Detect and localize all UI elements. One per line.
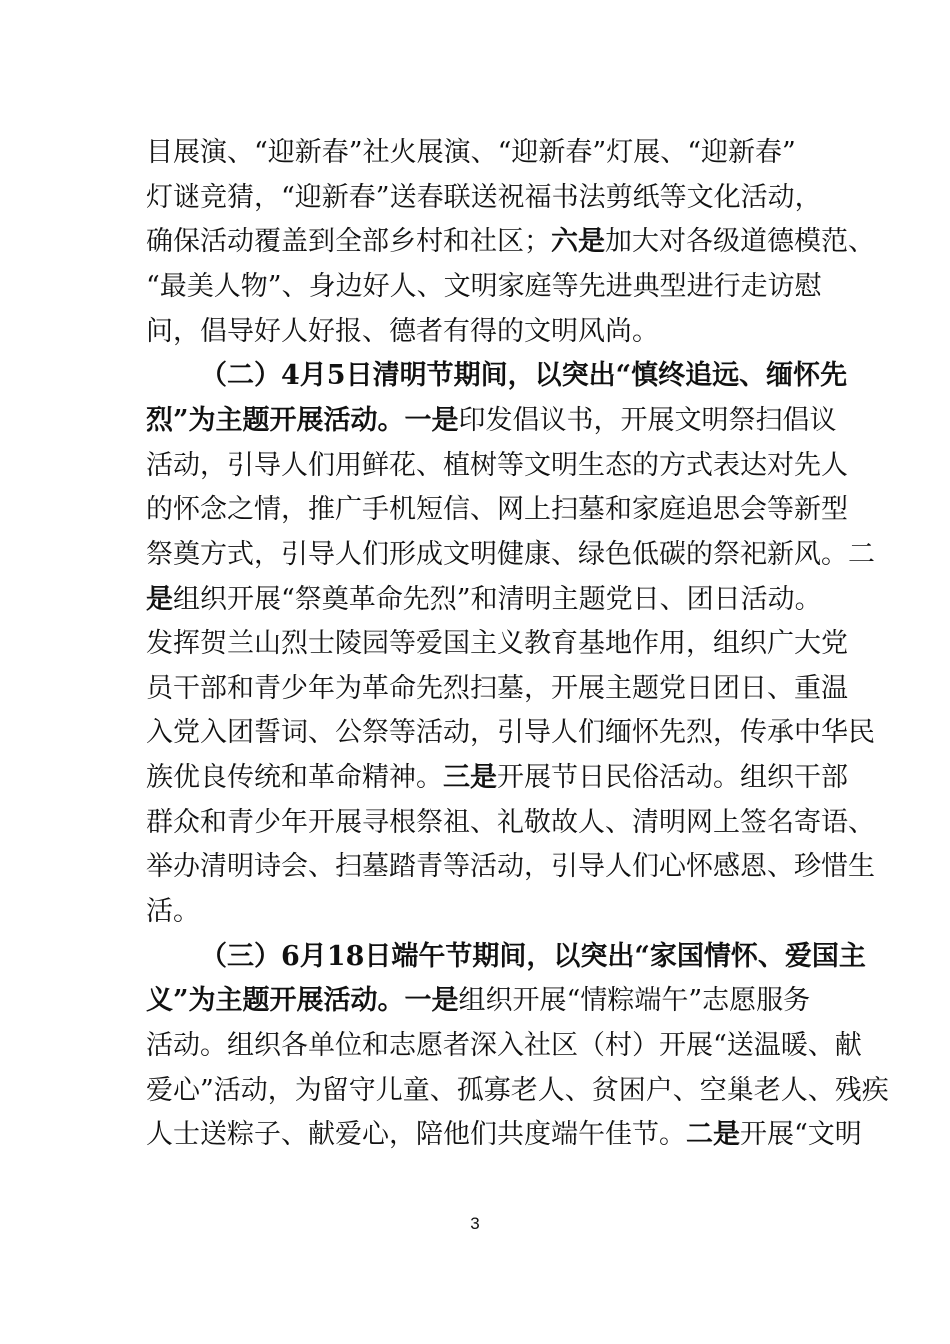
text-line (146, 488, 848, 532)
text-segment: “最美人物”、身边好人、文明家庭等先进典型进行走访慰 (146, 271, 822, 302)
text-segment: 活动，引导人们用鲜花、植树等文明生态的方式表达对先人 (146, 450, 848, 481)
text-segment: 目展演、“迎新春”社火展演、“迎新春”灯展、“迎新春” (146, 137, 796, 168)
bold-text-segment: 是 (146, 584, 173, 615)
text-line (146, 1113, 862, 1157)
text-segment: 活动。组织各单位和志愿者深入社区（村）开展“送温暖、献 (146, 1030, 862, 1061)
text-line (146, 890, 814, 934)
text-segment: 问，倡导好人好报、德者有得的文明风尚。 (146, 316, 659, 347)
text-line (146, 131, 814, 175)
text-segment: 群众和青少年开展寻根祭祖、礼敬故人、清明网上签名寄语、 (146, 807, 875, 838)
bold-text-segment: 一是 (404, 405, 459, 436)
text-segment: 确保活动覆盖到全部乡村和社区； (146, 226, 551, 257)
text-line (146, 533, 875, 577)
text-segment: 祭奠方式，引导人们形成文明健康、绿色低碳的祭祀新风。二 (146, 539, 875, 570)
text-segment: 发挥贺兰山烈士陵园等爱国主义教育基地作用，组织广大党 (146, 628, 848, 659)
bold-text-segment: 三是 (443, 762, 497, 793)
text-line (146, 711, 875, 755)
text-segment: 族优良传统和革命精神。 (146, 762, 443, 793)
text-line (146, 265, 822, 309)
text-line (146, 756, 848, 800)
text-segment: 灯谜竞猜，“迎新春”送春联送祝福书法剪纸等文化活动， (146, 182, 822, 213)
text-segment: 加大对各级道德模范、 (605, 226, 875, 257)
text-segment: 开展“文明 (740, 1119, 862, 1150)
page-number: 3 (470, 1214, 480, 1233)
text-line (146, 1069, 889, 1113)
text-segment: 爱心”活动，为留守儿童、孤寡老人、贫困户、空巢老人、残疾 (146, 1075, 889, 1106)
text-line (146, 622, 848, 666)
text-line (146, 845, 875, 889)
bold-text-segment: 义”为主题开展活动。 (146, 985, 405, 1016)
text-segment: 的怀念之情，推广手机短信、网上扫墓和家庭追思会等新型 (146, 494, 848, 525)
text-line (146, 444, 848, 488)
bold-text-segment: （二）4月5日清明节期间，以突出“慎终追远、缅怀先 (200, 360, 848, 391)
bold-text-segment: 二是 (686, 1119, 740, 1150)
text-segment: 人士送粽子、献爱心，陪他们共度端午佳节。 (146, 1119, 686, 1150)
text-segment: 开展节日民俗活动。组织干部 (497, 762, 848, 793)
text-line (146, 801, 875, 845)
text-segment: 印发倡议书，开展文明祭扫倡议 (458, 405, 837, 436)
text-segment: 组织开展“情粽端午”志愿服务 (458, 985, 811, 1016)
text-line (200, 354, 848, 398)
text-line (200, 935, 866, 979)
bold-text-segment: 烈”为主题开展活动。 (146, 405, 405, 436)
text-line (146, 667, 848, 711)
text-line (146, 399, 837, 443)
bold-text-segment: 一是 (404, 985, 459, 1016)
text-line (146, 979, 814, 1023)
text-segment: 组织开展“祭奠革命先烈”和清明主题党日、团日活动。 (173, 584, 822, 615)
text-segment: 举办清明诗会、扫墓踏青等活动，引导人们心怀感恩、珍惜生 (146, 851, 875, 882)
text-segment: 入党入团誓词、公祭等活动，引导人们缅怀先烈，传承中华民 (146, 717, 875, 748)
text-line (146, 310, 814, 354)
text-line (146, 176, 822, 220)
bold-text-segment: （三）6月18日端午节期间，以突出“家国情怀、爱国主 (200, 941, 866, 972)
text-line (146, 578, 822, 622)
text-line (146, 1024, 862, 1068)
text-segment: 员干部和青少年为革命先烈扫墓，开展主题党日团日、重温 (146, 673, 848, 704)
text-segment: 活。 (146, 896, 200, 927)
text-line (146, 220, 875, 264)
bold-text-segment: 六是 (551, 226, 605, 257)
